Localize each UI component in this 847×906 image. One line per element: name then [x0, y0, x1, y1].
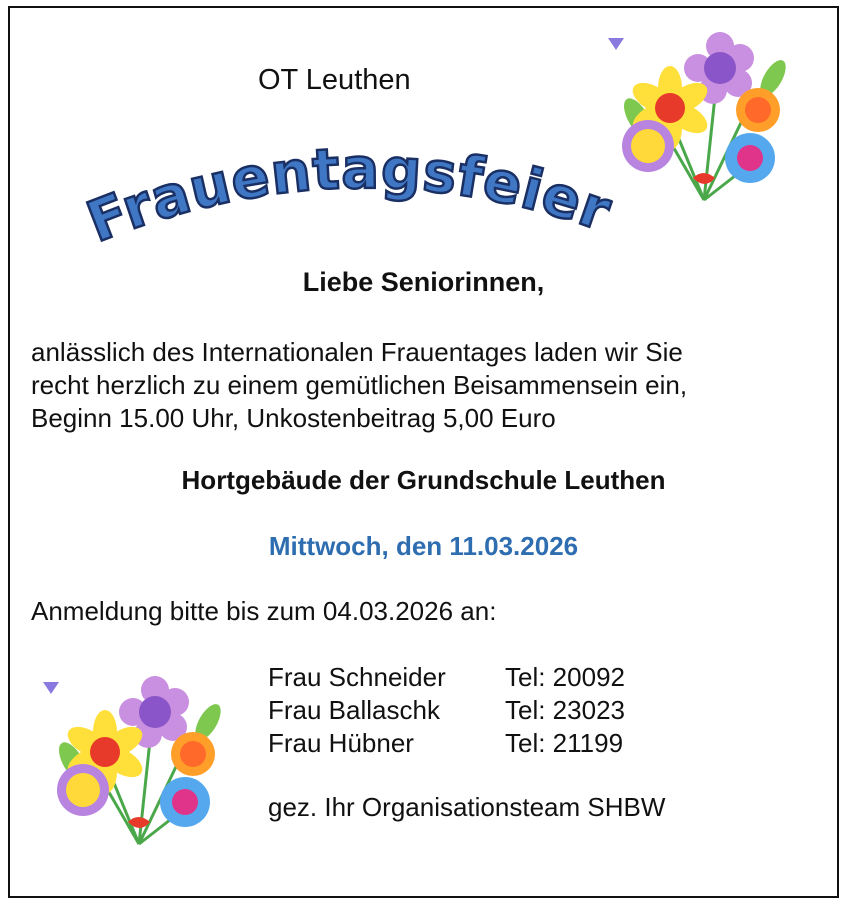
greeting: Liebe Seniorinnen,: [302, 267, 545, 297]
contact-name: Frau Hübner: [268, 728, 414, 758]
signature: gez. Ihr Organisationsteam SHBW: [268, 792, 666, 822]
contact-phone: Tel: 20092: [505, 662, 625, 692]
flower-bouquet-image: [33, 672, 245, 854]
orange-flower: [736, 88, 780, 132]
lilac-flower: [622, 120, 674, 172]
contact-phone: Tel: 23023: [505, 695, 625, 725]
contact-row: [268, 694, 625, 727]
flower-bouquet-image: [598, 28, 810, 210]
event-date: Mittwoch, den 11.03.2026: [268, 531, 579, 561]
location-heading: OT Leuthen: [258, 64, 411, 96]
title-text: Frauentagsfeier: [78, 140, 620, 256]
invitation-text: [31, 336, 687, 435]
contact-phone: Tel: 21199: [505, 728, 624, 758]
contact-row: [268, 661, 625, 694]
contact-row: [268, 727, 625, 760]
title-arc: [55, 140, 645, 270]
body-line: Beginn 15.00 Uhr, Unkostenbeitrag 5,00 Euro: [31, 403, 556, 433]
body-line: recht herzlich zu einem gemütlichen Beisammensein ein,: [31, 370, 688, 400]
body-line: anlässlich des Internationalen Frauentages laden wir Sie: [31, 337, 683, 367]
contact-name: Frau Ballaschk: [268, 695, 440, 725]
blue-flower: [725, 133, 775, 183]
venue: Hortgebäude der Grundschule Leuthen: [181, 465, 666, 495]
contact-name: Frau Schneider: [268, 662, 446, 692]
contact-list: [268, 661, 625, 760]
registration-note: Anmeldung bitte bis zum 04.03.2026 an:: [31, 596, 497, 626]
